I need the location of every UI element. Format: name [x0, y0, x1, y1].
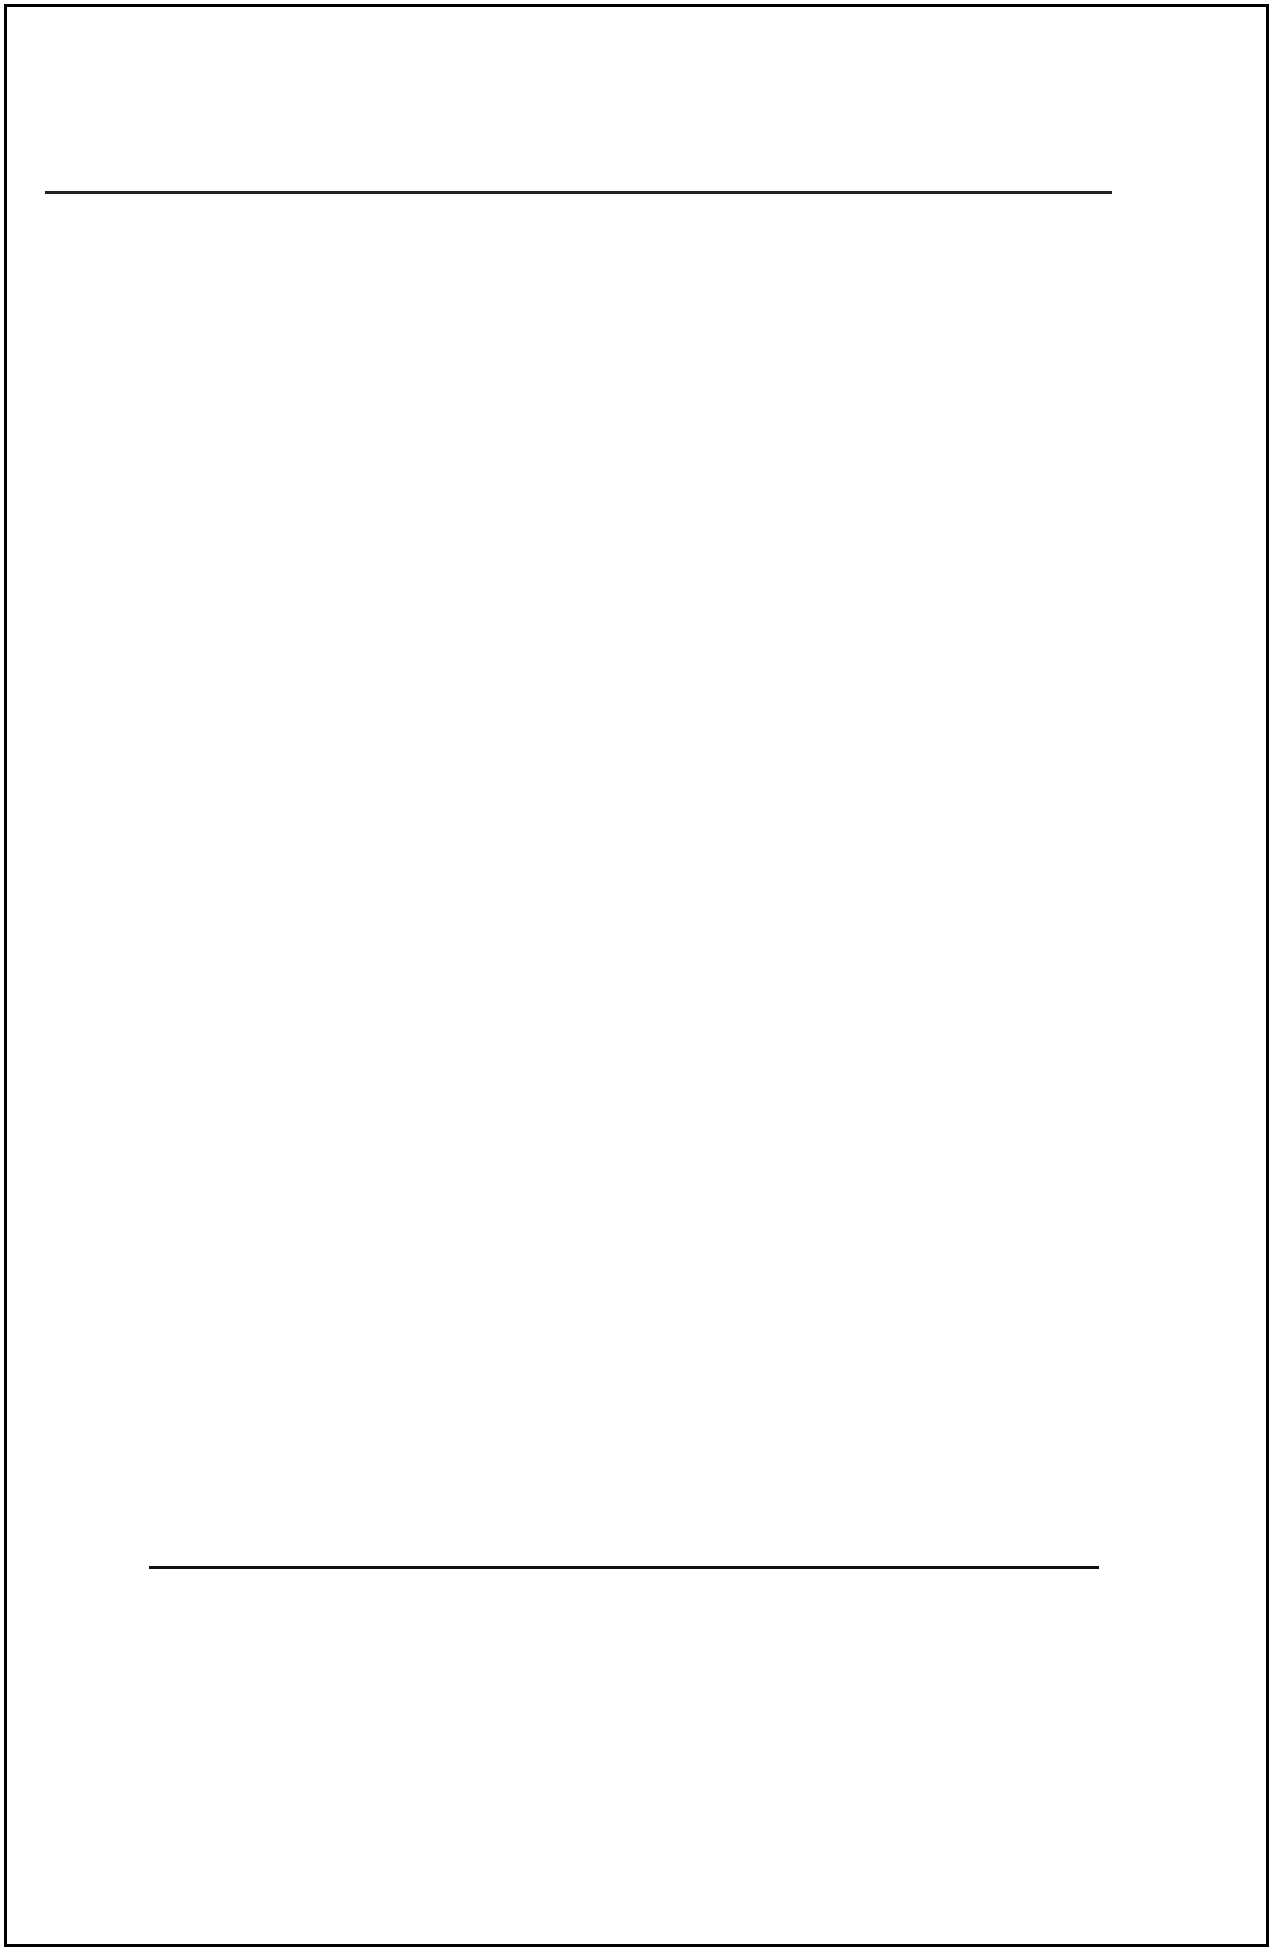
book-page: [4, 4, 1269, 1947]
chapter-heading: [57, 1529, 1127, 1585]
header-rule: [45, 191, 1112, 194]
chapter-rule: [149, 1566, 1099, 1569]
